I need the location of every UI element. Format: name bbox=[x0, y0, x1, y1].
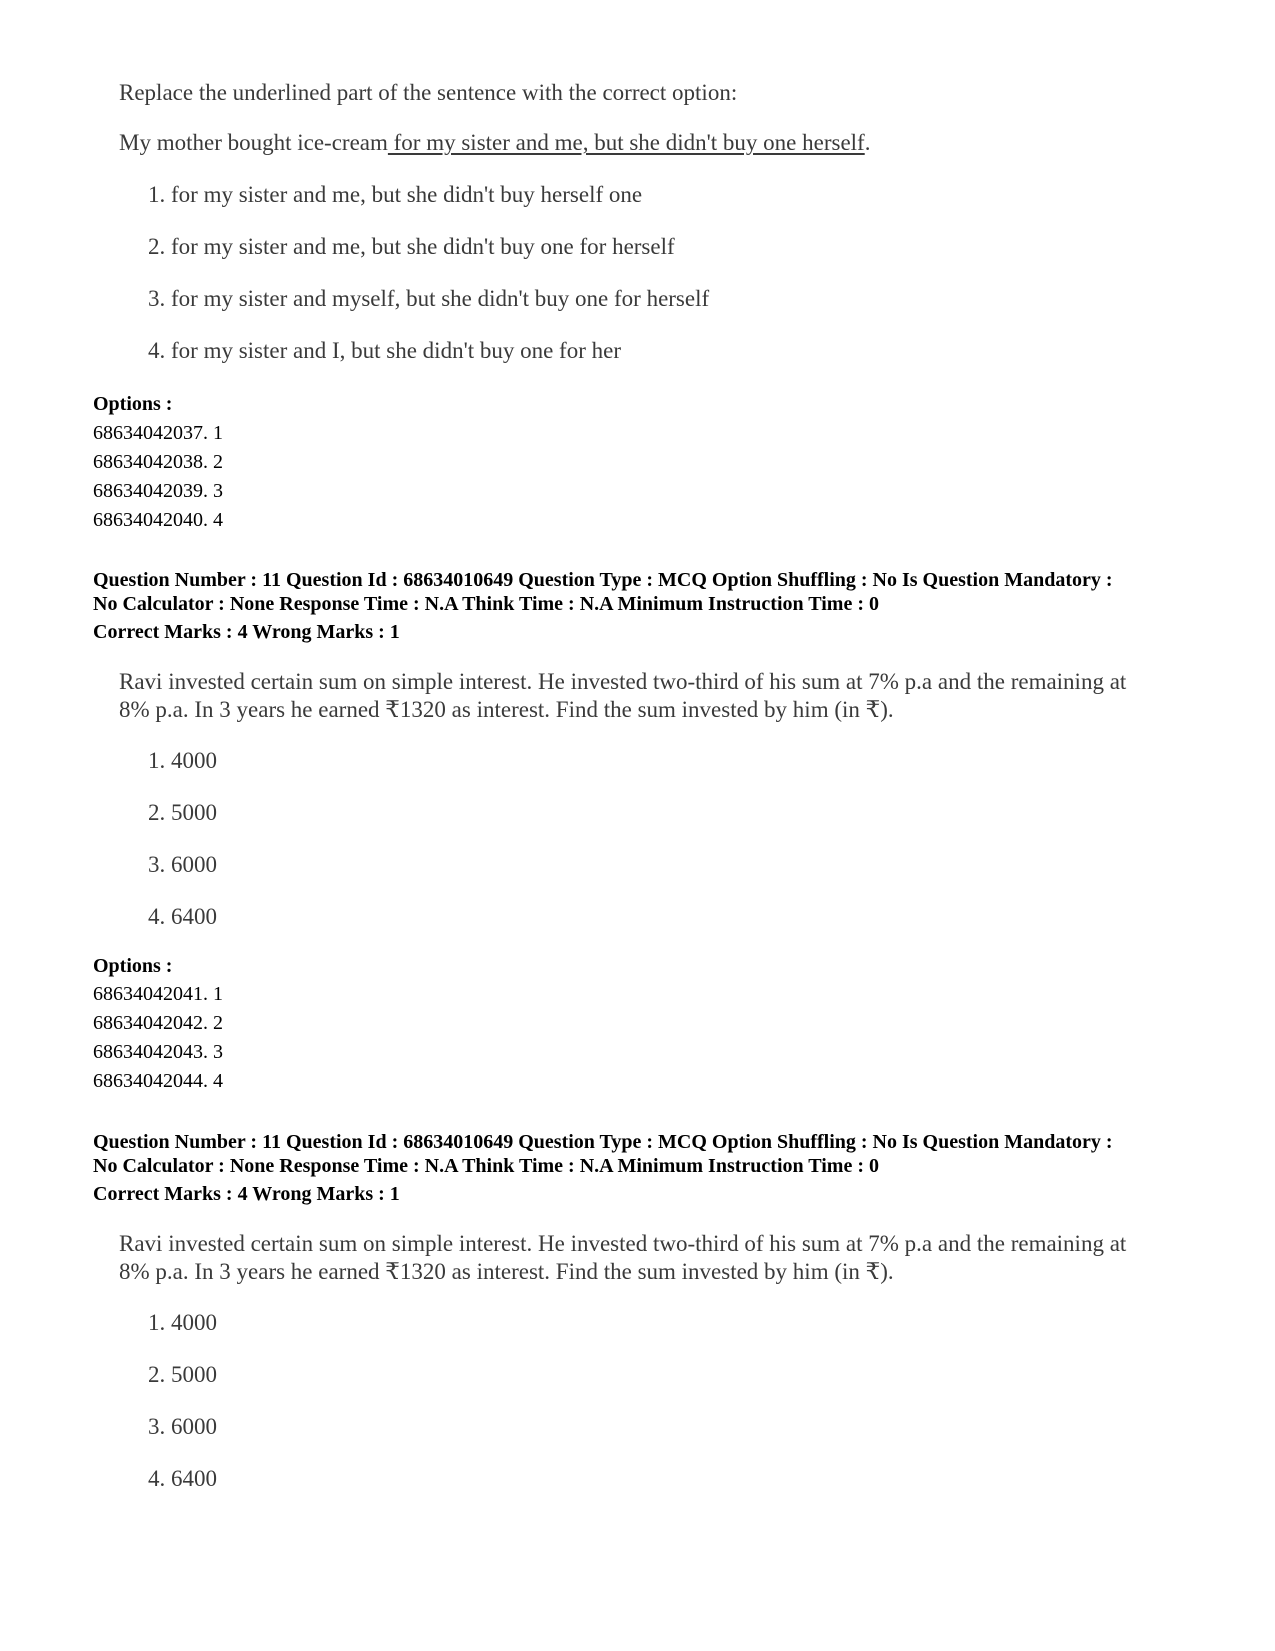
question-marks: Correct Marks : 4 Wrong Marks : 1 bbox=[93, 621, 400, 643]
question-meta-line-2: No Calculator : None Response Time : N.A Think Time : N.A Minimum Instruction Time : 0 bbox=[93, 593, 879, 615]
option-id-4: 68634042040. 4 bbox=[93, 509, 223, 531]
choice-4: 4. for my sister and I, but she didn't buy one for her bbox=[148, 338, 621, 363]
question-text-line-2: 8% p.a. In 3 years he earned ₹1320 as interest. Find the sum invested by him (in ₹). bbox=[119, 1259, 894, 1284]
question-meta-line-1: Question Number : 11 Question Id : 68634010649 Question Type : MCQ Option Shuffling : No Is Question Mandatory : bbox=[93, 569, 1113, 591]
question-meta-line-1: Question Number : 11 Question Id : 68634010649 Question Type : MCQ Option Shuffling : No Is Question Mandatory : bbox=[93, 1131, 1113, 1153]
choice-3: 3. for my sister and myself, but she didn't buy one for herself bbox=[148, 286, 710, 311]
options-label: Options : bbox=[93, 955, 173, 977]
choice-4: 4. 6400 bbox=[148, 1466, 217, 1491]
option-id-4: 68634042044. 4 bbox=[93, 1070, 223, 1092]
question-text-line-1: Ravi invested certain sum on simple interest. He invested two-third of his sum at 7% p.a and the remaining at bbox=[119, 1231, 1127, 1256]
question-marks: Correct Marks : 4 Wrong Marks : 1 bbox=[93, 1183, 400, 1205]
option-id-2: 68634042038. 2 bbox=[93, 451, 223, 473]
choice-2: 2. 5000 bbox=[148, 800, 217, 825]
option-id-3: 68634042039. 3 bbox=[93, 480, 223, 502]
option-id-1: 68634042037. 1 bbox=[93, 422, 223, 444]
choice-1: 1. 4000 bbox=[148, 1310, 217, 1335]
choice-1: 1. for my sister and me, but she didn't buy herself one bbox=[148, 182, 643, 207]
choice-2: 2. for my sister and me, but she didn't buy one for herself bbox=[148, 234, 675, 259]
option-id-1: 68634042041. 1 bbox=[93, 983, 223, 1005]
question-sentence bbox=[119, 130, 870, 156]
question-instruction: Replace the underlined part of the sentence with the correct option: bbox=[119, 80, 738, 105]
sentence-suffix: . bbox=[864, 130, 871, 155]
choice-2: 2. 5000 bbox=[148, 1362, 217, 1387]
choice-1: 1. 4000 bbox=[148, 748, 217, 773]
choice-4: 4. 6400 bbox=[148, 904, 217, 929]
sentence-prefix: My mother bought ice-cream bbox=[119, 130, 388, 155]
choice-3: 3. 6000 bbox=[148, 852, 217, 877]
choice-3: 3. 6000 bbox=[148, 1414, 217, 1439]
sentence-underlined-part: for my sister and me, but she didn't buy one herself bbox=[387, 130, 865, 155]
question-text-line-1: Ravi invested certain sum on simple interest. He invested two-third of his sum at 7% p.a and the remaining at bbox=[119, 669, 1127, 694]
option-id-3: 68634042043. 3 bbox=[93, 1041, 223, 1063]
question-text-line-2: 8% p.a. In 3 years he earned ₹1320 as interest. Find the sum invested by him (in ₹). bbox=[119, 697, 894, 722]
option-id-2: 68634042042. 2 bbox=[93, 1012, 223, 1034]
question-meta-line-2: No Calculator : None Response Time : N.A Think Time : N.A Minimum Instruction Time : 0 bbox=[93, 1155, 879, 1177]
options-label: Options : bbox=[93, 393, 173, 415]
